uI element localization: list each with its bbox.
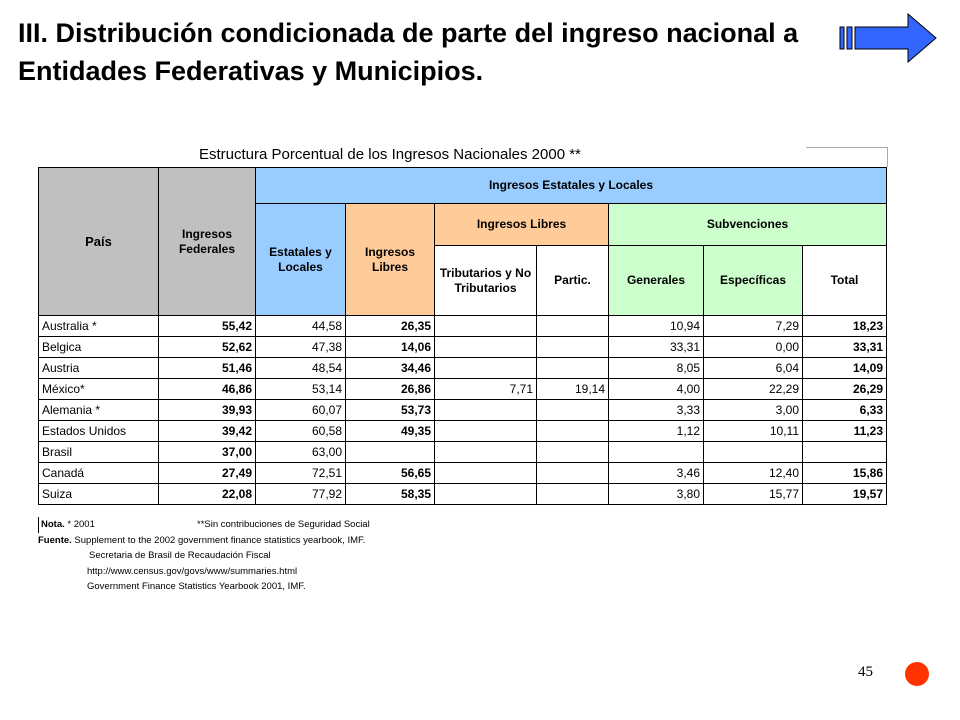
cell-generales — [609, 442, 704, 463]
cell-generales: 10,94 — [609, 316, 704, 337]
source-row: Government Finance Statistics Yearbook 2001, IMF. — [87, 581, 306, 592]
cell-libres: 49,35 — [346, 421, 435, 442]
cell-partic: 19,14 — [537, 379, 609, 400]
table-row — [39, 400, 887, 421]
page-number: 45 — [858, 664, 873, 680]
cell-generales: 1,12 — [609, 421, 704, 442]
cell-partic — [537, 337, 609, 358]
cell-total: 33,31 — [803, 337, 887, 358]
header-estatales-y-locales: Estatales y Locales — [256, 204, 346, 316]
cell-estatales: 60,58 — [256, 421, 346, 442]
cell-especificas: 3,00 — [704, 400, 803, 421]
cell-federales: 39,93 — [159, 400, 256, 421]
cell-especificas: 12,40 — [704, 463, 803, 484]
cell-country: Australia * — [39, 316, 159, 337]
red-dot-icon[interactable] — [905, 662, 929, 686]
cell-country: Belgica — [39, 337, 159, 358]
cell-estatales: 48,54 — [256, 358, 346, 379]
cell-federales: 46,86 — [159, 379, 256, 400]
cell-estatales: 44,58 — [256, 316, 346, 337]
source-row: Secretaria de Brasil de Recaudación Fiscal — [89, 550, 271, 561]
slide-title: III. Distribución condicionada de parte del ingreso nacional a Entidades Federativas y Municipios. — [18, 18, 799, 86]
cell-tributarios — [435, 337, 537, 358]
cell-country: Canadá — [39, 463, 159, 484]
cell-total: 19,57 — [803, 484, 887, 505]
cell-tributarios — [435, 316, 537, 337]
cell-country: Austria — [39, 358, 159, 379]
cell-estatales: 60,07 — [256, 400, 346, 421]
table-notes — [38, 517, 370, 595]
cell-total: 15,86 — [803, 463, 887, 484]
header-ingresos-federales: Ingresos Federales — [159, 168, 256, 316]
cell-partic — [537, 358, 609, 379]
cell-generales: 4,00 — [609, 379, 704, 400]
cell-total: 14,09 — [803, 358, 887, 379]
cell-generales: 33,31 — [609, 337, 704, 358]
cell-libres: 56,65 — [346, 463, 435, 484]
cell-estatales: 63,00 — [256, 442, 346, 463]
table-title: Estructura Porcentual de los Ingresos Nacionales 2000 ** — [199, 146, 581, 163]
cell-libres: 14,06 — [346, 337, 435, 358]
cell-libres: 53,73 — [346, 400, 435, 421]
header-tributarios: Tributarios y No Tributarios — [435, 246, 537, 316]
cell-especificas: 10,11 — [704, 421, 803, 442]
cell-total — [803, 442, 887, 463]
cell-especificas: 0,00 — [704, 337, 803, 358]
cell-country: México* — [39, 379, 159, 400]
cell-tributarios — [435, 358, 537, 379]
table-row — [39, 337, 887, 358]
cell-tributarios — [435, 484, 537, 505]
cell-estatales: 77,92 — [256, 484, 346, 505]
cell-federales: 39,42 — [159, 421, 256, 442]
header-total: Total — [803, 246, 887, 316]
cell-estatales: 47,38 — [256, 337, 346, 358]
cell-country: Brasil — [39, 442, 159, 463]
cell-partic — [537, 316, 609, 337]
cell-tributarios: 7,71 — [435, 379, 537, 400]
cell-libres — [346, 442, 435, 463]
table-row — [39, 358, 887, 379]
cell-tributarios — [435, 421, 537, 442]
table-row — [39, 379, 887, 400]
table-row — [39, 316, 887, 337]
cell-generales: 8,05 — [609, 358, 704, 379]
cell-total: 18,23 — [803, 316, 887, 337]
note-row — [38, 517, 370, 533]
cell-libres: 26,35 — [346, 316, 435, 337]
table-top-rule-side — [887, 147, 888, 167]
header-especificas: Específicas — [704, 246, 803, 316]
cell-partic — [537, 463, 609, 484]
cell-partic — [537, 484, 609, 505]
nota-text: * 2001 — [64, 519, 95, 530]
header-ingresos-estatales-locales: Ingresos Estatales y Locales — [256, 168, 887, 204]
cell-especificas: 7,29 — [704, 316, 803, 337]
fuente-label: Fuente. — [38, 534, 72, 546]
table-row — [39, 484, 887, 505]
header-partic: Partic. — [537, 246, 609, 316]
income-structure-table — [38, 167, 887, 505]
cell-especificas: 6,04 — [704, 358, 803, 379]
cell-especificas — [704, 442, 803, 463]
nota-extra: **Sin contribuciones de Seguridad Social — [197, 519, 370, 530]
cell-tributarios — [435, 463, 537, 484]
cell-country: Estados Unidos — [39, 421, 159, 442]
header-subvenciones: Subvenciones — [609, 204, 887, 246]
header-ingresos-libres: Ingresos Libres — [346, 204, 435, 316]
table-row — [39, 463, 887, 484]
cell-generales: 3,80 — [609, 484, 704, 505]
cell-federales: 51,46 — [159, 358, 256, 379]
cell-partic — [537, 400, 609, 421]
cell-libres: 58,35 — [346, 484, 435, 505]
cell-federales: 22,08 — [159, 484, 256, 505]
cell-total: 11,23 — [803, 421, 887, 442]
cell-federales: 27,49 — [159, 463, 256, 484]
table-top-rule — [806, 147, 888, 148]
cell-partic — [537, 421, 609, 442]
next-arrow-icon[interactable] — [838, 12, 938, 64]
cell-generales: 3,46 — [609, 463, 704, 484]
cell-libres: 26,86 — [346, 379, 435, 400]
source-row: http://www.census.gov/govs/www/summaries.html — [87, 565, 298, 577]
cell-total: 6,33 — [803, 400, 887, 421]
table-row — [39, 421, 887, 442]
cell-country: Suiza — [39, 484, 159, 505]
cell-especificas: 22,29 — [704, 379, 803, 400]
fuente-row — [38, 533, 365, 549]
cell-tributarios — [435, 442, 537, 463]
fuente-text: Supplement to the 2002 government finance statistics yearbook, IMF. — [71, 534, 366, 546]
header-pais: País — [39, 168, 159, 316]
cell-estatales: 72,51 — [256, 463, 346, 484]
cell-total: 26,29 — [803, 379, 887, 400]
header-ingresos-libres-group: Ingresos Libres — [435, 204, 609, 246]
cell-estatales: 53,14 — [256, 379, 346, 400]
cell-country: Alemania * — [39, 400, 159, 421]
cell-especificas: 15,77 — [704, 484, 803, 505]
header-generales: Generales — [609, 246, 704, 316]
cell-libres: 34,46 — [346, 358, 435, 379]
cell-federales: 52,62 — [159, 337, 256, 358]
cell-tributarios — [435, 400, 537, 421]
cell-federales: 37,00 — [159, 442, 256, 463]
cell-generales: 3,33 — [609, 400, 704, 421]
nota-label: Nota. — [41, 519, 65, 530]
cell-partic — [537, 442, 609, 463]
table-row — [39, 442, 887, 463]
cell-federales: 55,42 — [159, 316, 256, 337]
